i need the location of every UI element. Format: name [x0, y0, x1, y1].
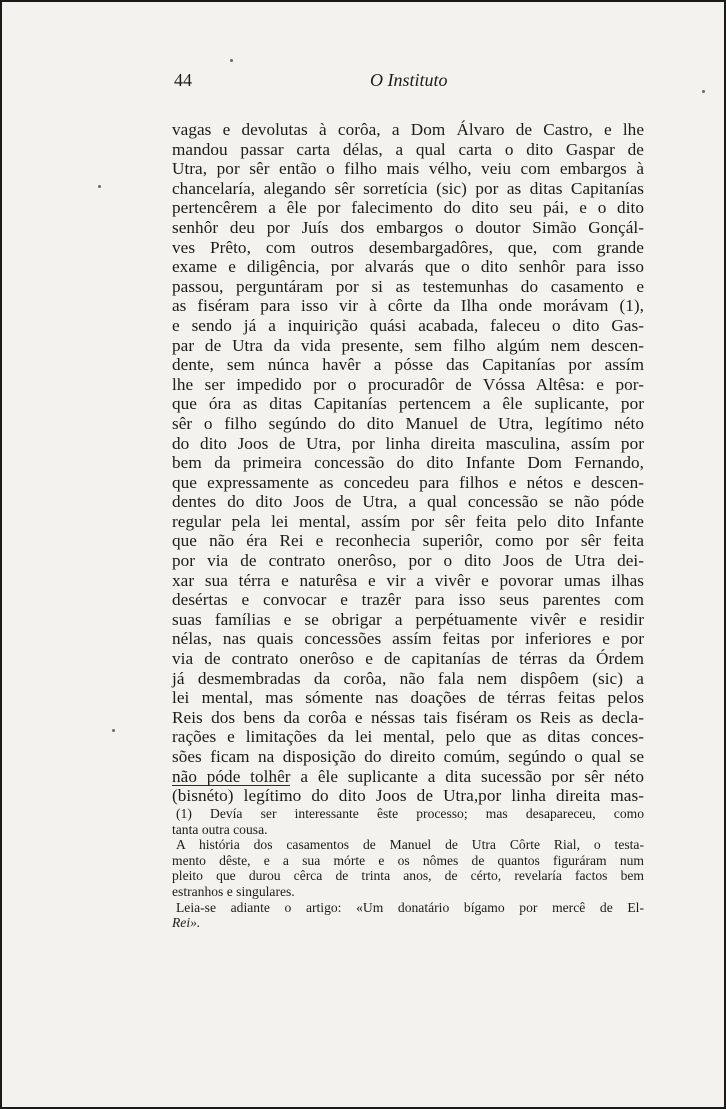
footnote-line: pleito que durou cêrca de trinta anos, de cérto, revelaría factos bem	[172, 868, 644, 884]
text-line: senhôr deu por Juís dos embargos o doutor Simão Gonçál-	[172, 217, 644, 237]
text-line: nélas, nas quais concessões assím feitas por inferiores e por	[172, 629, 644, 649]
text-line: sões ficam na disposição do direito comúm, segúndo o qual se	[172, 747, 644, 766]
text-line: as fiséram para isso vir à côrte da Ilha onde morávam (1),	[172, 296, 644, 316]
text-line: que não éra Rei e reconhecia superiôr, como por sêr feita	[172, 531, 644, 551]
page-header	[174, 70, 646, 100]
text-line: Reis dos bens da corôa e néssas tais fiséram os Reis as decla-	[172, 707, 644, 727]
text-line: via de contrato onerôso e de capitanías de térras da Órdem	[172, 649, 644, 669]
print-speck	[112, 729, 115, 732]
text-line: exame e diligência, por alvarás que o dito senhôr para isso	[172, 257, 644, 277]
text-line: (bisnéto) legítimo do dito Joos de Utra,por linha direita mas-	[172, 786, 644, 806]
print-speck	[98, 185, 101, 188]
text-line: e sendo já a inquirição quási acabada, faleceu o dito Gas-	[172, 315, 644, 335]
print-speck	[230, 59, 233, 62]
footnotes	[172, 806, 644, 931]
text-line: ves Prêto, com outros desembargadôres, que, com grande	[172, 237, 644, 257]
text-line: suas famílias e se obrigar a perpétuamente vivêr e residir	[172, 609, 644, 629]
page-number: 44	[174, 70, 192, 90]
body-text	[172, 120, 644, 806]
text-line: rações e limitações da lei mental, pelo que as ditas conces-	[172, 727, 644, 747]
text-line: regular pela lei mental, assím por sêr feita pelo dito Infante	[172, 511, 644, 531]
footnote-line: Leia-se adiante o artigo: «Um donatário bígamo por mercê de El-	[176, 899, 644, 915]
text-line: xar sua térra e naturêsa e vir a vivêr e povorar umas ilhas	[172, 570, 644, 590]
text-line: que expressamente as concedeu para filhos e nétos e descen-	[172, 472, 644, 492]
footnote-line: (1) Devía ser interessante êste processo; mas desapareceu, como	[176, 806, 644, 821]
text-line: par de Utra da vida presente, sem filho algúm nem descen-	[172, 335, 644, 355]
footnote-line: estranhos e singulares.	[172, 883, 295, 899]
text-line: não póde tolhêr a êle suplicante a dita sucessão por sêr néto	[172, 766, 644, 786]
text-line: passou, perguntáram por si as testemunhas do casamento e	[172, 276, 644, 296]
text-line: Utra, por sêr então o filho mais vélho, veiu com embargos à	[172, 159, 644, 179]
text-line: por via de contrato onerôso, por o dito Joos de Utra dei-	[172, 551, 644, 571]
text-line: do dito Joos de Utra, por linha direita masculina, assím por	[172, 433, 644, 453]
text-line: pertencêrem a êle por falecimento do dito seu pái, e o dito	[172, 198, 644, 218]
text-line: dente, sem núnca havêr a pósse das Capitanías por assím	[172, 355, 644, 375]
print-speck	[702, 90, 705, 93]
text-line: lhe ser impedido por o procuradôr de Vóssa Altêsa: e por-	[172, 374, 644, 394]
text-line: chancelaría, alegando sêr sorretícia (sic) por as ditas Capitanías	[172, 178, 644, 198]
footnote-line: mento dêste, e a sua mórte e os nômes de quantos figuráram num	[172, 852, 644, 868]
text-line: vagas e devolutas à corôa, a Dom Álvaro de Castro, e lhe	[172, 120, 644, 139]
footnote-line: A história dos casamentos de Manuel de Utra Côrte Rial, o testa-	[176, 837, 644, 853]
footnote-line: tanta outra cousa.	[172, 821, 268, 837]
text-line: dentes do dito Joos de Utra, a qual concessão se não póde	[172, 492, 644, 512]
text-line: bem da primeira concessão do dito Infante Dom Fernando,	[172, 453, 644, 473]
text-line: sêr o filho segúndo do dito Manuel de Utra, legítimo néto	[172, 413, 644, 433]
footnote-line: Rei».	[172, 915, 201, 931]
running-title: O Instituto	[370, 70, 448, 90]
text-line: lei mental, mas sómente nas doações de térras feitas pelos	[172, 688, 644, 708]
footnote-divider	[172, 785, 290, 786]
text-line: que óra as ditas Capitanías pertencem a êle suplicante, por	[172, 394, 644, 414]
text-line: já desmembradas da corôa, não fala nem dispôem (sic) a	[172, 668, 644, 688]
text-line: mandou passar carta délas, a qual carta o dito Gaspar de	[172, 139, 644, 159]
text-line: desértas e convocar e trazêr para isso seus parentes com	[172, 590, 644, 610]
